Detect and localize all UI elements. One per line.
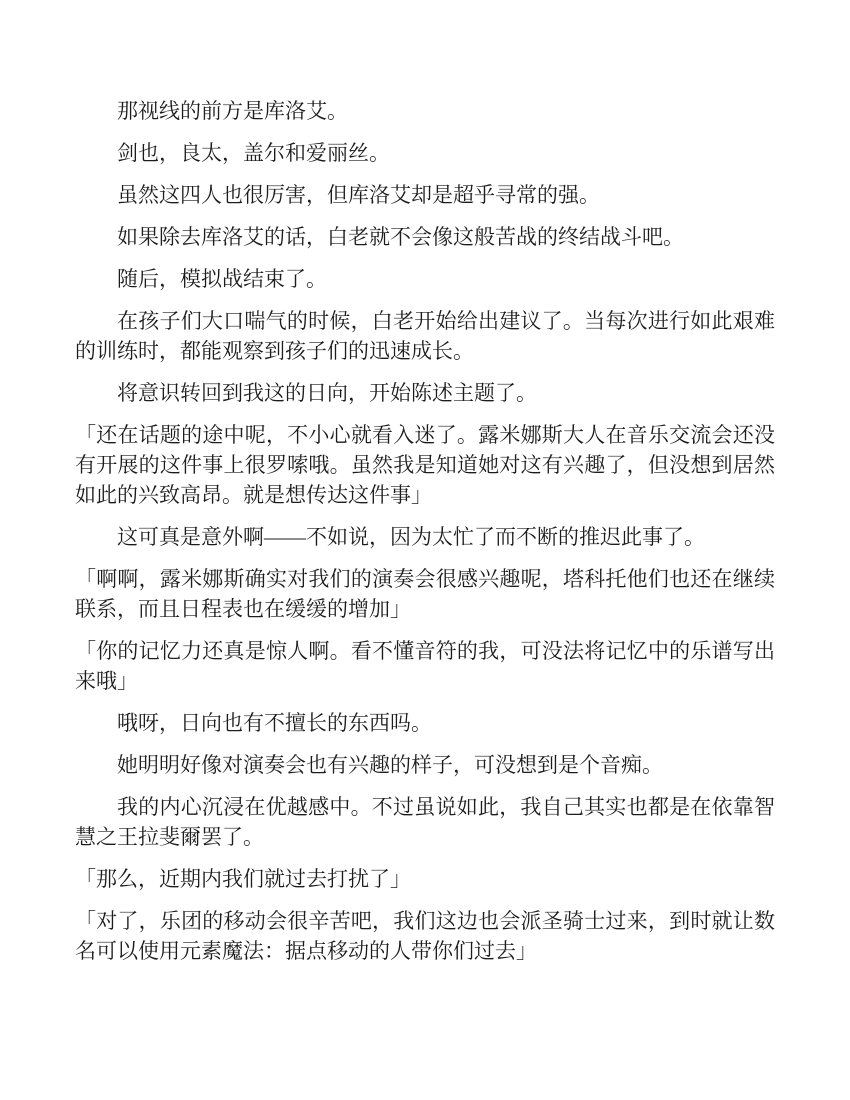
paragraph: 将意识转回到我这的日向，开始陈述主题了。 [117,381,537,405]
paragraph: 这可真是意外啊——不如说，因为太忙了而不断的推迟此事了。 [117,525,705,549]
paragraph: 「你的记忆力还真是惊人啊。看不懂音符的我，可没法将记忆中的乐谱写出来哦」 [75,639,775,693]
paragraph: 「那么，近期内我们就过去打扰了」 [75,867,411,891]
paragraph: 「对了，乐团的移动会很辛苦吧，我们这边也会派圣骑士过来，到时就让数名可以使用元素魔法：据点移动的人带你们过去」 [75,909,775,963]
paragraph: 我的内心沉浸在优越感中。不过虽说如此，我自己其实也都是在依靠智慧之王拉斐爾罢了。 [75,795,775,849]
paragraph: 如果除去库洛艾的话，白老就不会像这般苦战的终结战斗吧。 [117,225,684,249]
paragraph: 哦呀，日向也有不擅长的东西吗。 [117,711,432,735]
paragraph: 随后，模拟战结束了。 [117,267,327,291]
paragraph: 虽然这四人也很厉害，但库洛艾却是超乎寻常的强。 [117,183,600,207]
paragraph: 「啊啊，露米娜斯确实对我们的演奏会很感兴趣呢，塔科托他们也还在继续联系，而且日程表也在缓缓的增加」 [75,567,775,621]
paragraph: 剑也，良太，盖尔和爱丽丝。 [117,141,390,165]
paragraph: 那视线的前方是库洛艾。 [117,99,348,123]
paragraph: 她明明好像对演奏会也有兴趣的样子，可没想到是个音痴。 [117,753,663,777]
paragraph: 「还在话题的途中呢，不小心就看入迷了。露米娜斯大人在音乐交流会还没有开展的这件事上很罗嗦哦。虽然我是知道她对这有兴趣了，但没想到居然如此的兴致高昂。就是想传达这件事」 [75,423,775,507]
paragraph: 在孩子们大口喘气的时候，白老开始给出建议了。当每次进行如此艰难的训练时，都能观察到孩子们的迅速成长。 [75,309,775,363]
